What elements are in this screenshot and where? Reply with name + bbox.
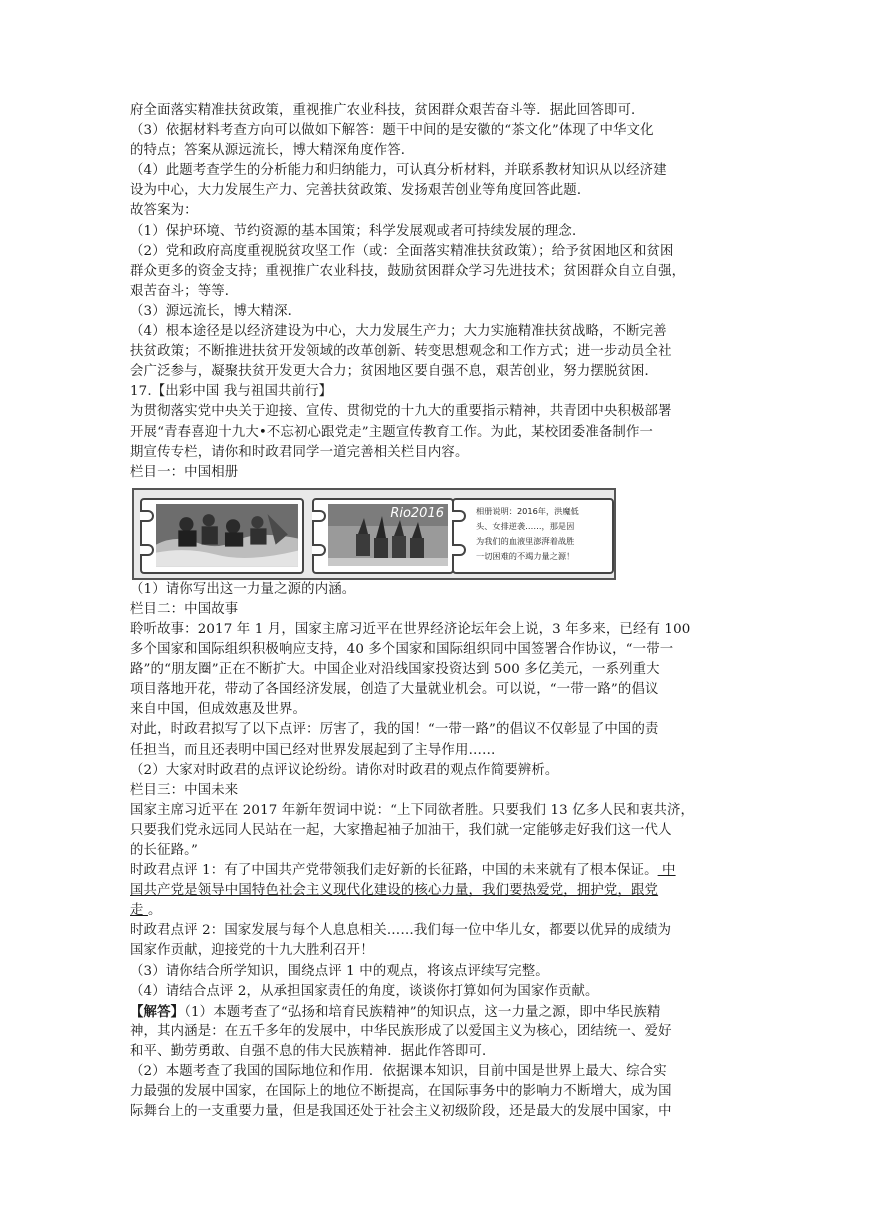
text-line: 和平、勤劳勇敢、自强不息的伟大民族精神．据此作答即可． bbox=[130, 1043, 496, 1059]
text-line: （3）依据材料考查方向可以做如下解答：题干中间的是安徽的“茶文化”体现了中华文化 bbox=[130, 123, 654, 139]
text-line: 艰苦奋斗；等等． bbox=[130, 283, 239, 299]
fill-blank-answer: 国共产党是领导中国特色社会主义现代化建设的核心力量，我们要热爱党，拥护党，跟党 bbox=[130, 883, 659, 899]
text-line: 只要我们党永远同人民站在一起，大家撸起袖子加油干，我们就一定能够走好我们这一代人 bbox=[130, 822, 672, 838]
text-line: 扶贫政策；不断推进扶贫开发领域的改革创新、转变思想观念和工作方式；进一步动员全社 bbox=[130, 344, 672, 360]
flood-rescue-photo bbox=[156, 504, 298, 567]
binder-ring-icon bbox=[452, 510, 466, 522]
binder-ring-icon bbox=[140, 510, 154, 522]
album-frame-flood bbox=[140, 498, 304, 574]
caption-line: 一切困难的不竭力量之源！ bbox=[476, 550, 575, 561]
answer-label: 【解答】 bbox=[130, 1003, 185, 1020]
text-block-mid bbox=[130, 580, 742, 861]
binder-ring-icon bbox=[452, 544, 466, 556]
text-line: （3）源远流长，博大精深． bbox=[130, 303, 302, 319]
album-caption bbox=[476, 504, 604, 564]
text-line: 的特点；答案从源远流长，博大精深角度作答． bbox=[130, 143, 415, 159]
text-line: （2）本题考查了我国的国际地位和作用．依据课本知识，目前中国是世界上最大、综合实 bbox=[130, 1064, 667, 1080]
text-line: 时政君点评 2：国家发展与每个人息息相关……我们每一位中华儿女，都要以优异的成绩为 bbox=[130, 923, 672, 939]
document-page bbox=[130, 101, 742, 1122]
text-line: 开展“青春喜迎十九大•不忘初心跟党走”主题宣传教育工作。为此，某校团委准备制作一 bbox=[130, 424, 654, 440]
text-line: 多个国家和国际组织积极响应支持，40 多个国家和国际组织同中国签署合作协议，“一带一 bbox=[130, 642, 674, 658]
text-line: 国家主席习近平在 2017 年新年贺词中说：“上下同欲者胜。只要我们 13 亿多人民和衷共济， bbox=[130, 802, 695, 818]
text-line: （1）保护环境、节约资源的基本国策；科学发展观或者可持续发展的理念． bbox=[130, 223, 586, 239]
text-line: 为贯彻落实党中央关于迎接、宣传、贯彻党的十九大的重要指示精神，共青团中央积极部署 bbox=[130, 404, 672, 420]
answer-text: （1）本题考查了“弘扬和培育民族精神”的知识点，这一力量之源，即中华民族精 bbox=[184, 1004, 661, 1020]
comment-1-suffix: 。 bbox=[147, 903, 162, 919]
text-line: 设为中心，大力发展生产力、完善扶贫政策、发扬艰苦创业等角度回答此题． bbox=[130, 183, 591, 199]
text-line bbox=[130, 901, 742, 921]
text-line: 来自中国，但成效惠及世界。 bbox=[130, 702, 307, 718]
text-line: 会广泛参与，凝聚扶贫开发更大合力；贫困地区要自强不息，艰苦创业，努力摆脱贫困． bbox=[130, 364, 659, 380]
section-heading: 栏目二：中国故事 bbox=[130, 601, 239, 617]
text-line: （4）根本途径是以经济建设为中心，大力发展生产力；大力实施精准扶贫战略，不断完善 bbox=[130, 324, 667, 340]
text-line bbox=[130, 1002, 742, 1022]
text-line: 期宣传专栏，请你和时政君同学一道完善相关栏目内容。 bbox=[130, 444, 469, 460]
text-line: （4）此题考查学生的分析能力和归纳能力，可认真分析材料，并联系教材知识从以经济建 bbox=[130, 163, 667, 179]
text-line: （2）大家对时政君的点评议论纷纷。请你对时政君的观点作简要辨析。 bbox=[130, 762, 559, 778]
text-line: 聆听故事：2017 年 1 月，国家主席习近平在世界经济论坛年会上说，3 年多来，已经有 100 bbox=[130, 621, 691, 637]
text-line: 际舞台上的一支重要力量，但是我国还处于社会主义初级阶段，还是最大的发展中国家，中 bbox=[130, 1104, 672, 1120]
china-photo-album bbox=[132, 488, 616, 580]
fill-blank-answer: 走 bbox=[130, 903, 148, 919]
text-line: （1）请你写出这一力量之源的内涵。 bbox=[130, 581, 356, 597]
text-line: （2）党和政府高度重视脱贫攻坚工作（或：全面落实精准扶贫政策）；给予贫困地区和贫困 bbox=[130, 243, 674, 259]
binder-ring-icon bbox=[140, 544, 154, 556]
album-frame-volleyball bbox=[312, 498, 454, 574]
text-line bbox=[130, 881, 742, 901]
text-line bbox=[130, 861, 742, 881]
binder-ring-icon bbox=[312, 510, 326, 522]
fill-blank-answer: 中 bbox=[657, 863, 676, 879]
section-heading: 栏目三：中国未来 bbox=[130, 782, 239, 798]
question-heading: 17.【出彩中国 我与祖国共前行】 bbox=[130, 384, 333, 400]
caption-line: 头、女排逆袭……，那是因 bbox=[476, 520, 575, 531]
text-line: 府全面落实精准扶贫政策，重视推广农业科技，贫困群众艰苦奋斗等．据此回答即可． bbox=[130, 103, 645, 118]
answer-block bbox=[130, 1002, 742, 1123]
text-line: 任担当，而且还表明中国已经对世界发展起到了主导作用…… bbox=[130, 742, 496, 758]
text-line: 路”的“朋友圈”正在不断扩大。中国企业对沿线国家投资达到 500 多亿美元，一系列重大 bbox=[130, 662, 660, 678]
text-line: （3）请你结合所学知识，围绕点评 1 中的观点，将该点评续写完整。 bbox=[130, 963, 549, 979]
text-line: （4）请结合点评 2，从承担国家责任的角度，谈谈你打算如何为国家作贡献。 bbox=[130, 983, 599, 999]
text-block-top bbox=[130, 101, 742, 483]
text-line: 力最强的发展中国家，在国际上的地位不断提高，在国际事务中的影响力不断增大，成为国 bbox=[130, 1084, 672, 1100]
comment-1 bbox=[130, 861, 742, 921]
caption-line: 相册说明：2016年，洪魔低 bbox=[476, 505, 579, 516]
caption-line: 为我们的血液里澎湃着战胜 bbox=[476, 535, 575, 546]
section-heading: 栏目一：中国相册 bbox=[130, 464, 239, 480]
text-line: 的长征路。” bbox=[130, 843, 198, 858]
binder-ring-icon bbox=[312, 544, 326, 556]
album-caption-frame bbox=[452, 498, 614, 574]
text-line: 神，其内涵是：在五千多年的发展中，中华民族形成了以爱国主义为核心，团结统一、爱好 bbox=[130, 1023, 672, 1039]
rio2016-logo: Rio2016 bbox=[390, 505, 444, 521]
comment-1-prefix: 时政君点评 1：有了中国共产党带领我们走好新的长征路，中国的未来就有了根本保证。 bbox=[130, 863, 658, 879]
text-line: 国家作贡献，迎接党的十九大胜利召开！ bbox=[130, 943, 374, 959]
text-line: 故答案为： bbox=[130, 203, 198, 219]
text-line: 项目落地开花，带动了各国经济发展，创造了大量就业机会。可以说，“一带一路”的倡议 bbox=[130, 682, 659, 698]
text-line: 对此，时政君拟写了以下点评：厉害了，我的国！“一带一路”的倡议不仅彰显了中国的责 bbox=[130, 722, 659, 738]
text-block-bottom bbox=[130, 921, 742, 1001]
text-line: 群众更多的资金支持；重视推广农业科技，鼓励贫困群众学习先进技术；贫困群众自立自强， bbox=[130, 263, 686, 279]
